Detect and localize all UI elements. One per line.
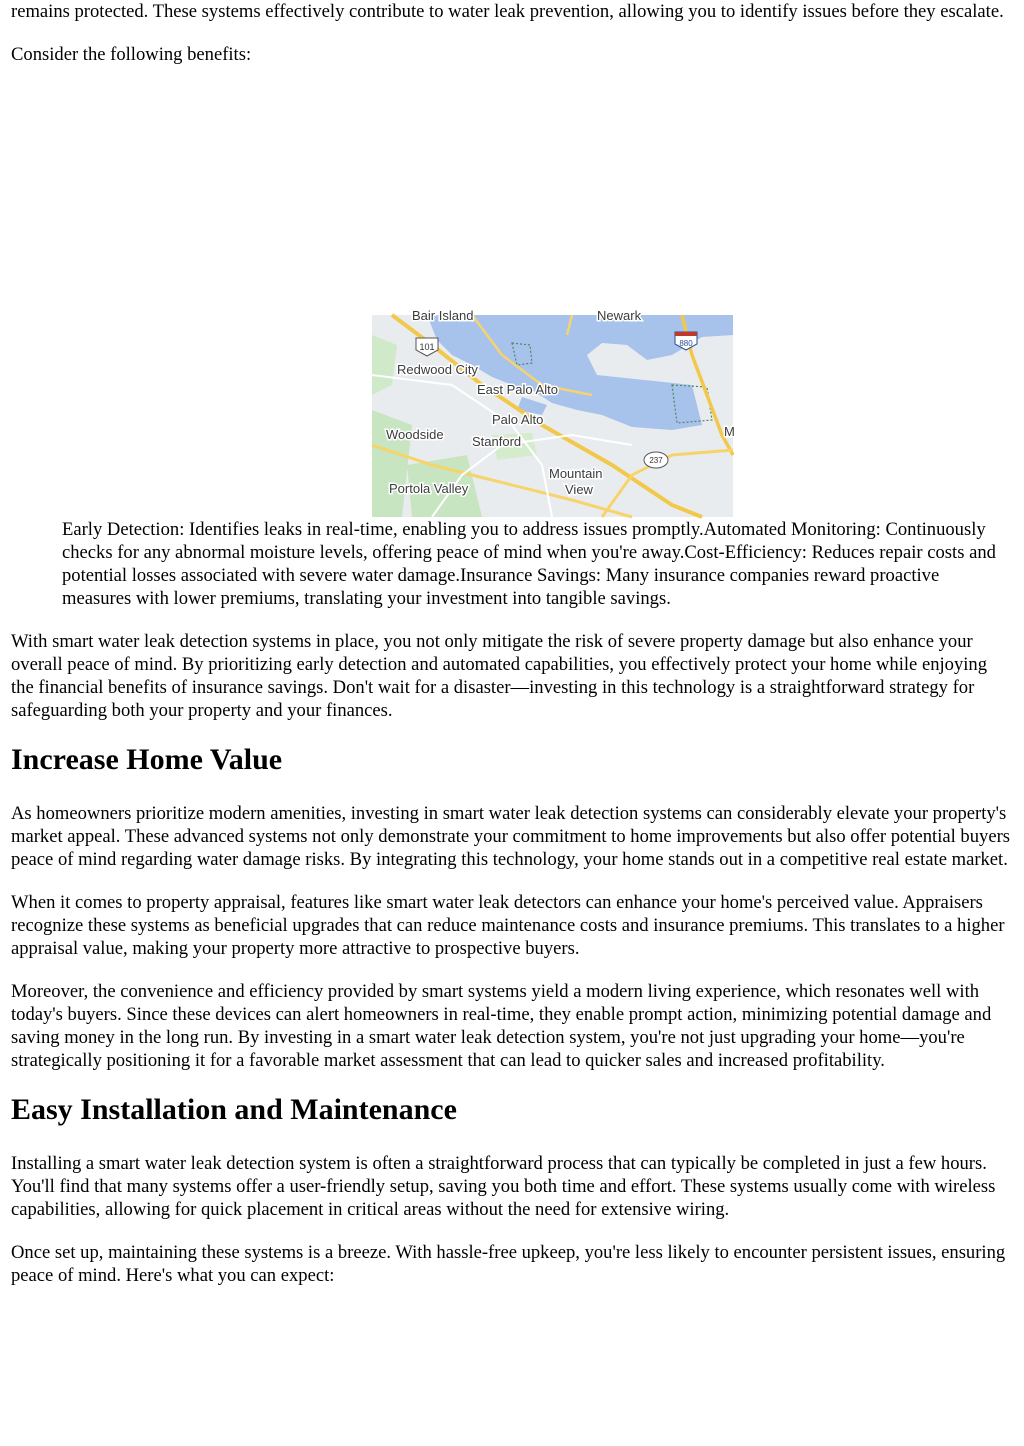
map-label-redwood-city: Redwood City	[397, 362, 478, 377]
map-label-bair-island: Bair Island	[412, 308, 474, 323]
article-content	[11, 0, 1011, 1307]
section-paragraph: When it comes to property appraisal, features like smart water leak detectors can enhance your home's perceived value. Appraisers recognize these systems as beneficial upgrades that can reduce maintenance costs and insurance premiums. This translates to a higher appraisal value, making your property more attractive to prospective buyers.	[11, 892, 1005, 959]
svg-text:101: 101	[419, 342, 435, 352]
map-svg	[372, 308, 735, 517]
map-label-m: M	[724, 424, 735, 439]
benefit-item: Insurance Savings: Many insurance companies reward proactive measures with lower premiums, translating your investment into tangible savings.	[62, 565, 940, 609]
benefits-list	[11, 518, 1011, 610]
benefits-intro: Consider the following benefits:	[11, 44, 252, 65]
map-image	[372, 308, 735, 517]
map-label-east-palo-alto: East Palo Alto	[477, 382, 558, 397]
intro-paragraph: remains protected. These systems effectively contribute to water leak prevention, allowing you to identify issues before they escalate.	[11, 1, 1004, 22]
map-label-portola-valley: Portola Valley	[389, 481, 469, 496]
route-237-shield	[644, 452, 668, 468]
map-label-newark: Newark	[597, 308, 642, 323]
section-heading: Easy Installation and Maintenance	[11, 1093, 457, 1126]
map-label-palo-alto: Palo Alto	[492, 412, 544, 427]
map-label-stanford: Stanford	[472, 434, 522, 449]
section-heading: Increase Home Value	[11, 743, 283, 776]
map-label-woodside: Woodside	[386, 427, 444, 442]
section-paragraph: Installing a smart water leak detection system is often a straightforward process that can typically be completed in just a few hours. You'll find that many systems offer a user-friendly setup, saving you both time and effort. These systems usually come with wireless capabilities, allowing for quick placement in critical areas without the need for extensive wiring.	[11, 1153, 996, 1220]
section-paragraph: As homeowners prioritize modern amenities, investing in smart water leak detection systems can considerably elevate your property's market appeal. These advanced systems not only demonstrate your commitment to home improvements but also offer potential buyers peace of mind regarding water damage risks. By integrating this technology, your home stands out in a competitive real estate market.	[11, 803, 1010, 870]
benefit-item: Early Detection: Identifies leaks in real-time, enabling you to address issues promptly.	[62, 519, 704, 540]
svg-text:237: 237	[649, 456, 663, 465]
benefit-item: Cost-Efficiency: Reduces repair costs and potential losses associated with severe water damage.	[62, 542, 996, 586]
svg-text:880: 880	[679, 339, 693, 348]
benefit-item: Automated Monitoring: Continuously checks for any abnormal moisture levels, offering peace of mind when you're away.	[62, 519, 986, 563]
summary-paragraph: With smart water leak detection systems in place, you not only mitigate the risk of severe property damage but also enhance your overall peace of mind. By prioritizing early detection and automated capabilities, you effectively protect your home while enjoying the financial benefits of insurance savings. Don't wait for a disaster—investing in this technology is a straightforward strategy for safeguarding both your property and your finances.	[11, 631, 988, 721]
map-label-view: View	[565, 482, 593, 497]
section-paragraph: Moreover, the convenience and efficiency provided by smart systems yield a modern living experience, which resonates well with today's buyers. Since these devices can alert homeowners in real-time, they enable prompt action, minimizing potential damage and saving money in the long run. By investing in a smart water leak detection system, you're not just upgrading your home—you're strategically positioning it for a favorable market assessment that can lead to quicker sales and increased profitability.	[11, 981, 992, 1071]
section-paragraph: Once set up, maintaining these systems is a breeze. With hassle-free upkeep, you're less likely to encounter persistent issues, ensuring peace of mind. Here's what you can expect:	[11, 1242, 1006, 1286]
map-label-mountain: Mountain	[549, 466, 603, 481]
